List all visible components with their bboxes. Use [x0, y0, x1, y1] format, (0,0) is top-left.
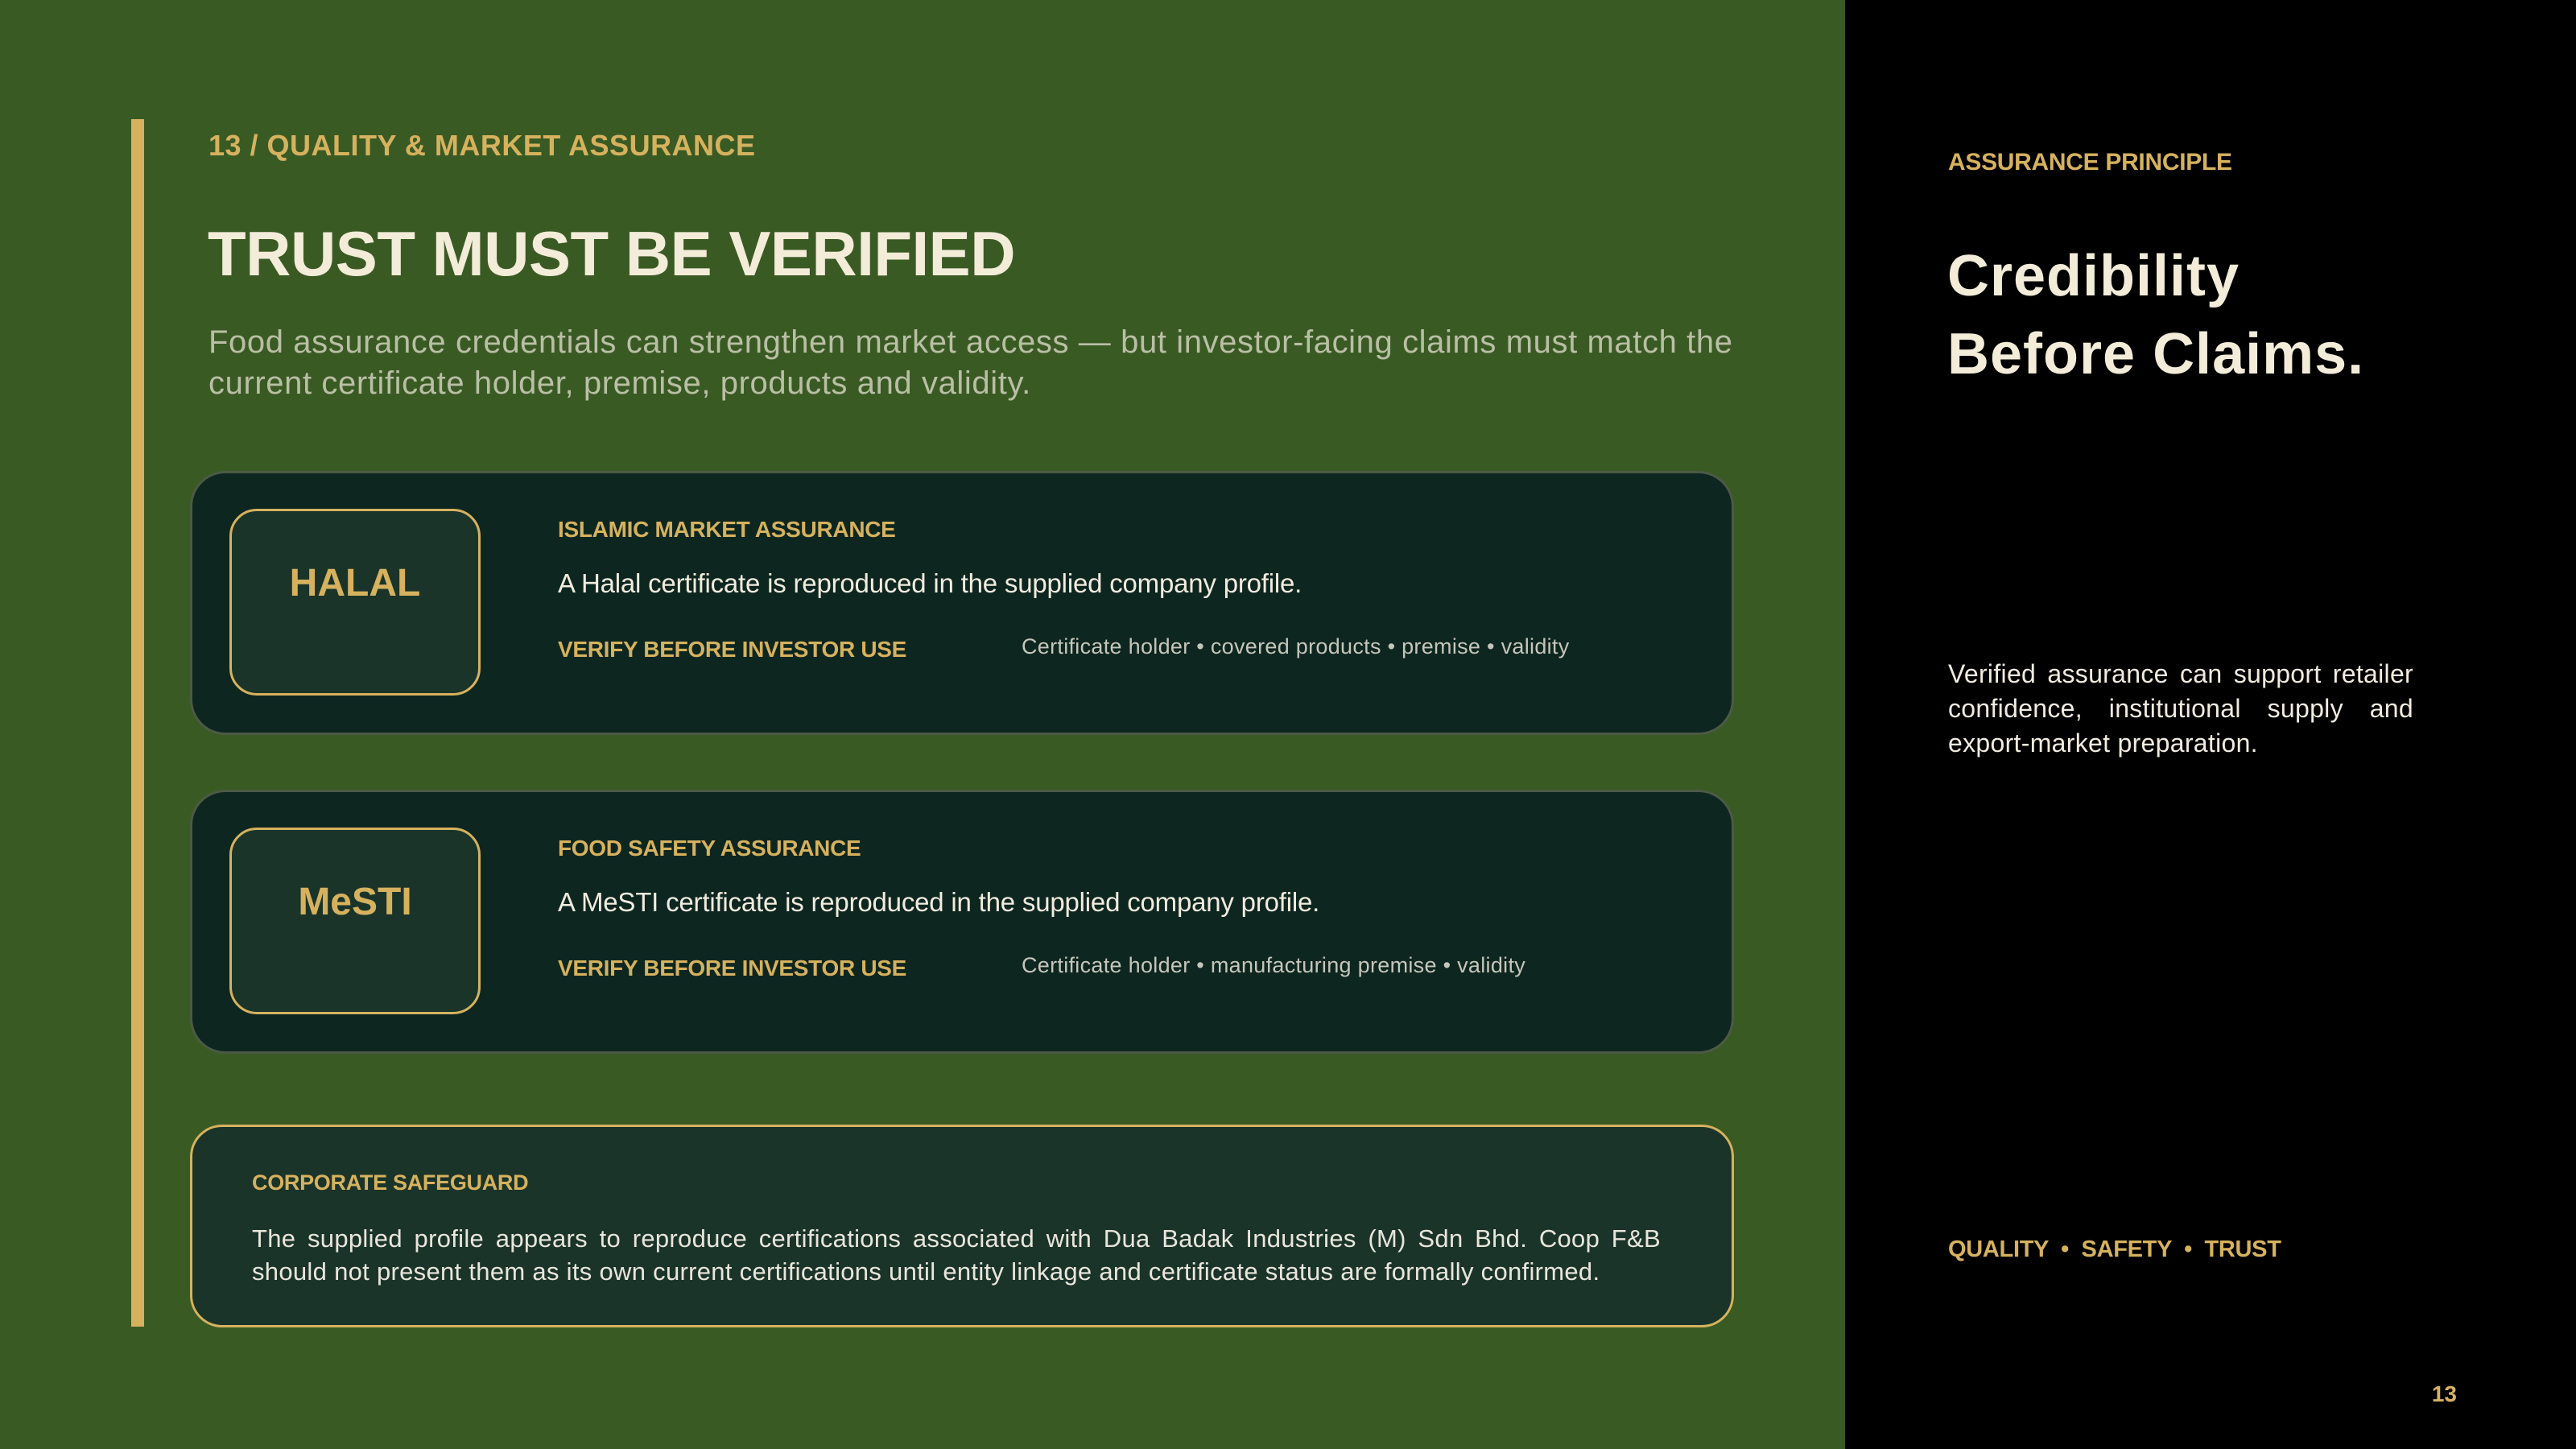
card-description: A Halal certificate is reproduced in the supplied company profile. [558, 568, 1302, 598]
mesti-badge [229, 828, 481, 1014]
halal-card [190, 471, 1734, 735]
mesti-badge-label: MeSTI [298, 880, 412, 923]
card-meta: Certificate holder • covered products • premise • validity [1022, 634, 1570, 658]
section-kicker: 13 / QUALITY & MARKET ASSURANCE [208, 129, 756, 162]
halal-badge-label: HALAL [289, 561, 421, 605]
safeguard-kicker: CORPORATE SAFEGUARD [252, 1170, 529, 1195]
halal-badge [229, 509, 481, 696]
corporate-safeguard-box [190, 1125, 1734, 1327]
safeguard-text: The supplied profile appears to reproduce certifications associated with Dua Badak Industries (M) Sdn Bhd. Coop F&B should not present them as its own current certifications until entity linkage and certificate status are formally confirmed. [252, 1224, 1661, 1286]
accent-bar [131, 119, 144, 1327]
card-description: A MeSTI certificate is reproduced in the supplied company profile. [558, 887, 1320, 917]
card-kicker: ISLAMIC MARKET ASSURANCE [558, 517, 896, 542]
card-meta: Certificate holder • manufacturing premise • validity [1022, 953, 1526, 977]
page-subtitle: Food assurance credentials can strengthen market access — but investor-facing claims must match the current certificate holder, premise, products and validity. [208, 324, 1733, 401]
sidebar-title: Credibility Before Claims. [1947, 244, 2365, 386]
card-verify-label: VERIFY BEFORE INVESTOR USE [558, 637, 907, 662]
sidebar-panel [1845, 0, 2576, 1449]
page-number: 13 [2431, 1381, 2457, 1406]
page-title: TRUST MUST BE VERIFIED [208, 218, 1016, 289]
card-kicker: FOOD SAFETY ASSURANCE [558, 836, 861, 861]
sidebar-body: Verified assurance can support retailer confidence, institutional supply and export-market preparation. [1948, 659, 2413, 758]
mesti-card [190, 790, 1734, 1054]
card-verify-label: VERIFY BEFORE INVESTOR USE [558, 956, 907, 980]
sidebar-kicker: ASSURANCE PRINCIPLE [1948, 149, 2232, 175]
sidebar-tags: QUALITY • SAFETY • TRUST [1948, 1236, 2281, 1262]
